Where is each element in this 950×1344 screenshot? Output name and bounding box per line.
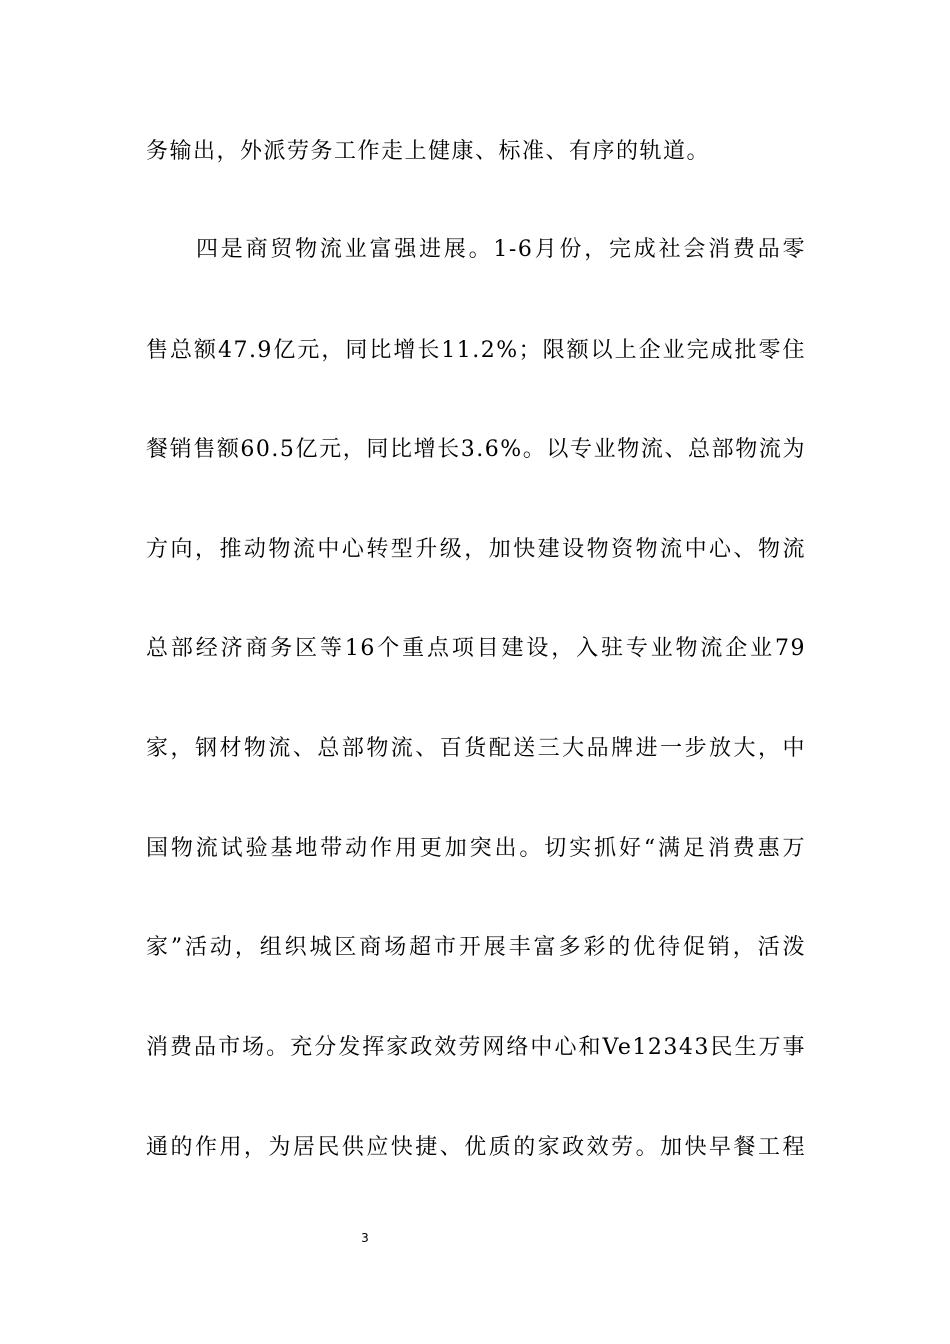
text-line: 务输出，外派劳务工作走上健康、标准、有序的轨道。 (146, 139, 711, 164)
text-line: 消费品市场。充分发挥家政效劳网络中心和Ve12343民生万事 (146, 1035, 806, 1060)
text-line: 方向，推动物流中心转型升级，加快建设物资物流中心、物流 (146, 537, 806, 562)
page-number: 3 (361, 1231, 369, 1245)
text-line: 餐销售额60.5亿元，同比增长3.6%。以专业物流、总部物流为 (146, 437, 806, 462)
text-line: 国物流试验基地带动作用更加突出。切实抓好“满足消费惠万 (146, 836, 806, 861)
paragraph-start-line: 四是商贸物流业富强进展。1-6月份，完成社会消费品零 (196, 237, 806, 262)
text-line: 家”活动，组织城区商场超市开展丰富多彩的优待促销，活泼 (146, 935, 806, 960)
text-line: 售总额47.9亿元，同比增长11.2%；限额以上企业完成批零住 (146, 338, 806, 363)
text-line: 总部经济商务区等16个重点项目建设，入驻专业物流企业79 (146, 636, 806, 661)
text-line: 家，钢材物流、总部物流、百货配送三大品牌进一步放大，中 (146, 736, 806, 761)
text-line: 通的作用，为居民供应快捷、优质的家政效劳。加快早餐工程 (146, 1135, 806, 1160)
